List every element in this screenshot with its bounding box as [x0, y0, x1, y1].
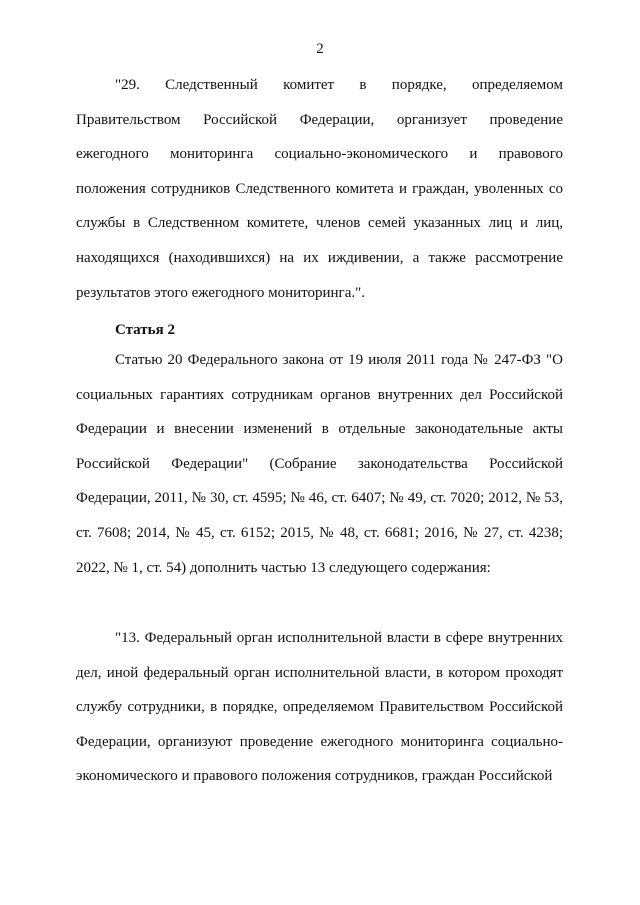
paragraph-29-block: [76, 68, 563, 310]
article-2-block: [76, 343, 563, 585]
article-heading: Статья 2: [115, 322, 175, 338]
paragraph-13-block: [76, 621, 563, 794]
paragraph-29: "29. Следственный комитет в порядке, определяемом Правительством Российской Федерации, организует проведение ежегодного мониторинга социально-экономического и правового положения сотрудников Следственного комитета и граждан, уволенных со службы в Следственном комитете, членов семей указанных лиц и лиц, находящихся (находившихся) на их иждивении, а также рассмотрение результатов этого ежегодного мониторинга.".: [76, 77, 563, 301]
article-2-text: Статью 20 Федерального закона от 19 июля 2011 года № 247-ФЗ "О социальных гарантиях сотрудникам органов внутренних дел Российской Федерации и внесении изменений в отдельные законодательные акты Российской Федерации" (Собрание законодательства Российской Федерации, 2011, № 30, ст. 4595; № 46, ст. 6407; № 49, ст. 7020; 2012, № 53, ст. 7608; 2014, № 45, ст. 6152; 2015, № 48, ст. 6681; 2016, № 27, ст. 4238; 2022, № 1, ст. 54) дополнить частью 13 следующего содержания:: [76, 352, 563, 576]
paragraph-13: "13. Федеральный орган исполнительной власти в сфере внутренних дел, иной федеральный орган исполнительной власти, в котором проходят службу сотрудники, в порядке, определяемом Правительством Российской Федерации, организуют проведение ежегодного мониторинга социально-экономического и правового положения сотрудников, граждан Российской: [76, 630, 563, 785]
page-number: 2: [316, 41, 324, 57]
